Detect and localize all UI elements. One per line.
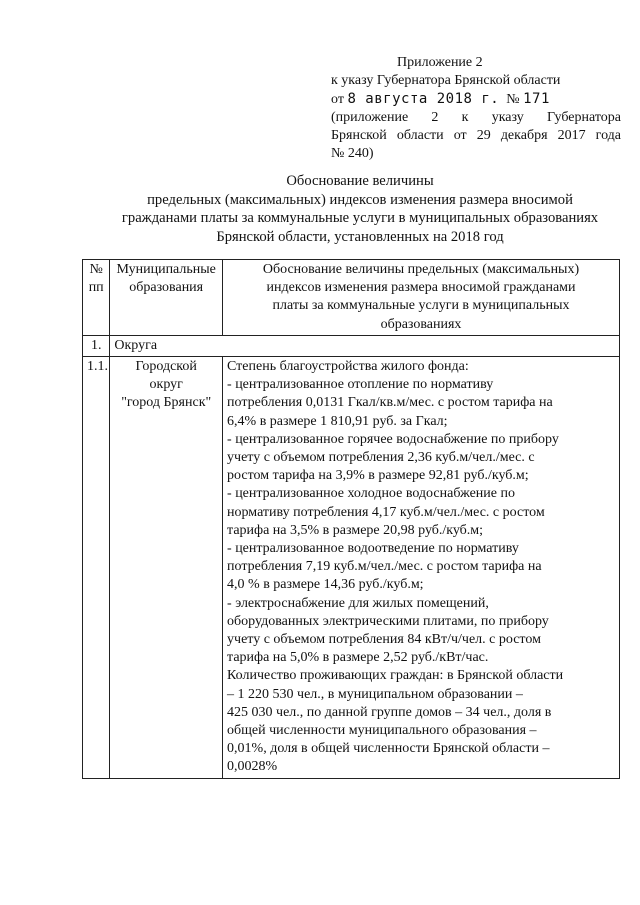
title-line-3: гражданами платы за коммунальные услуги в муниципальных образованиях <box>121 210 599 226</box>
table-row <box>83 357 620 779</box>
row-num: 1.1. <box>83 357 110 779</box>
header-num: № пп <box>83 260 110 336</box>
justification-table <box>82 259 620 779</box>
title-line-4: Брянской области, установленных на 2018 год <box>216 228 504 245</box>
decree-number: 171 <box>523 91 550 107</box>
document-header <box>331 54 621 163</box>
amendment-line-2: Брянской области от 29 декабря 2017 года <box>331 128 621 143</box>
document-title <box>60 172 640 246</box>
amendment-line-1: (приложение 2 к указу Губернатора <box>331 110 621 125</box>
header-municipality: Муниципальные образования <box>110 260 223 336</box>
row-municipality: Городской округ "город Брянск" <box>110 357 223 779</box>
table-row <box>83 335 620 356</box>
table-header-row <box>83 260 620 336</box>
appendix-title: Приложение 2 <box>397 55 483 70</box>
section-label: Округа <box>110 335 620 356</box>
decree-reference: к указу Губернатора Брянской области <box>331 73 561 88</box>
header-justification: Обоснование величины предельных (максимальных) индексов изменения размера вносимой гражданами платы за коммунальные услуги в муниципальных образованиях <box>223 260 620 336</box>
title-line-1: Обоснование величины <box>286 173 434 189</box>
number-prefix: № <box>506 92 520 107</box>
date-prefix: от <box>331 92 344 107</box>
title-line-2: предельных (максимальных) индексов изменения размера вносимой <box>147 191 573 208</box>
row-justification: Степень благоустройства жилого фонда: - централизованное отопление по нормативу потребления 0,0131 Гкал/кв.м/мес. с ростом тарифа на 6,4% в размере 1 810,91 руб. за Гкал; - централизованное горячее водоснабжение по прибору учету с объемом потребления 2,36 куб.м/чел./мес. с ростом тарифа на 3,9% в размере 92,81 руб./куб.м; - централизованное холодное водоснабжение по нормативу потребления 4,17 куб.м/чел./мес. с ростом тарифа на 3,5% в размере 20,98 руб./куб.м; - централизованное водоотведение по нормативу потребления 7,19 куб.м/чел./мес. с ростом тарифа на 4,0 % в размере 14,36 руб./куб.м; - электроснабжение для жилых помещений, оборудованных электрическими плитами, по прибору учету с объемом потребления 84 кВт/ч/чел. с ростом тарифа на 5,0% в размере 2,52 руб./кВт/час. Количество проживающих граждан: в Брянской области – 1 220 530 чел., в муниципальном образовании – 425 030 чел., по данной группе домов – 34 чел., доля в общей численности муниципального образования – 0,01%, доля в общей численности Брянской области – 0,0028% <box>223 357 620 779</box>
amendment-line-3: № 240) <box>331 146 374 161</box>
decree-date: 8 августа 2018 г. <box>347 91 500 107</box>
section-num: 1. <box>83 335 110 356</box>
decree-date-line <box>331 90 621 109</box>
